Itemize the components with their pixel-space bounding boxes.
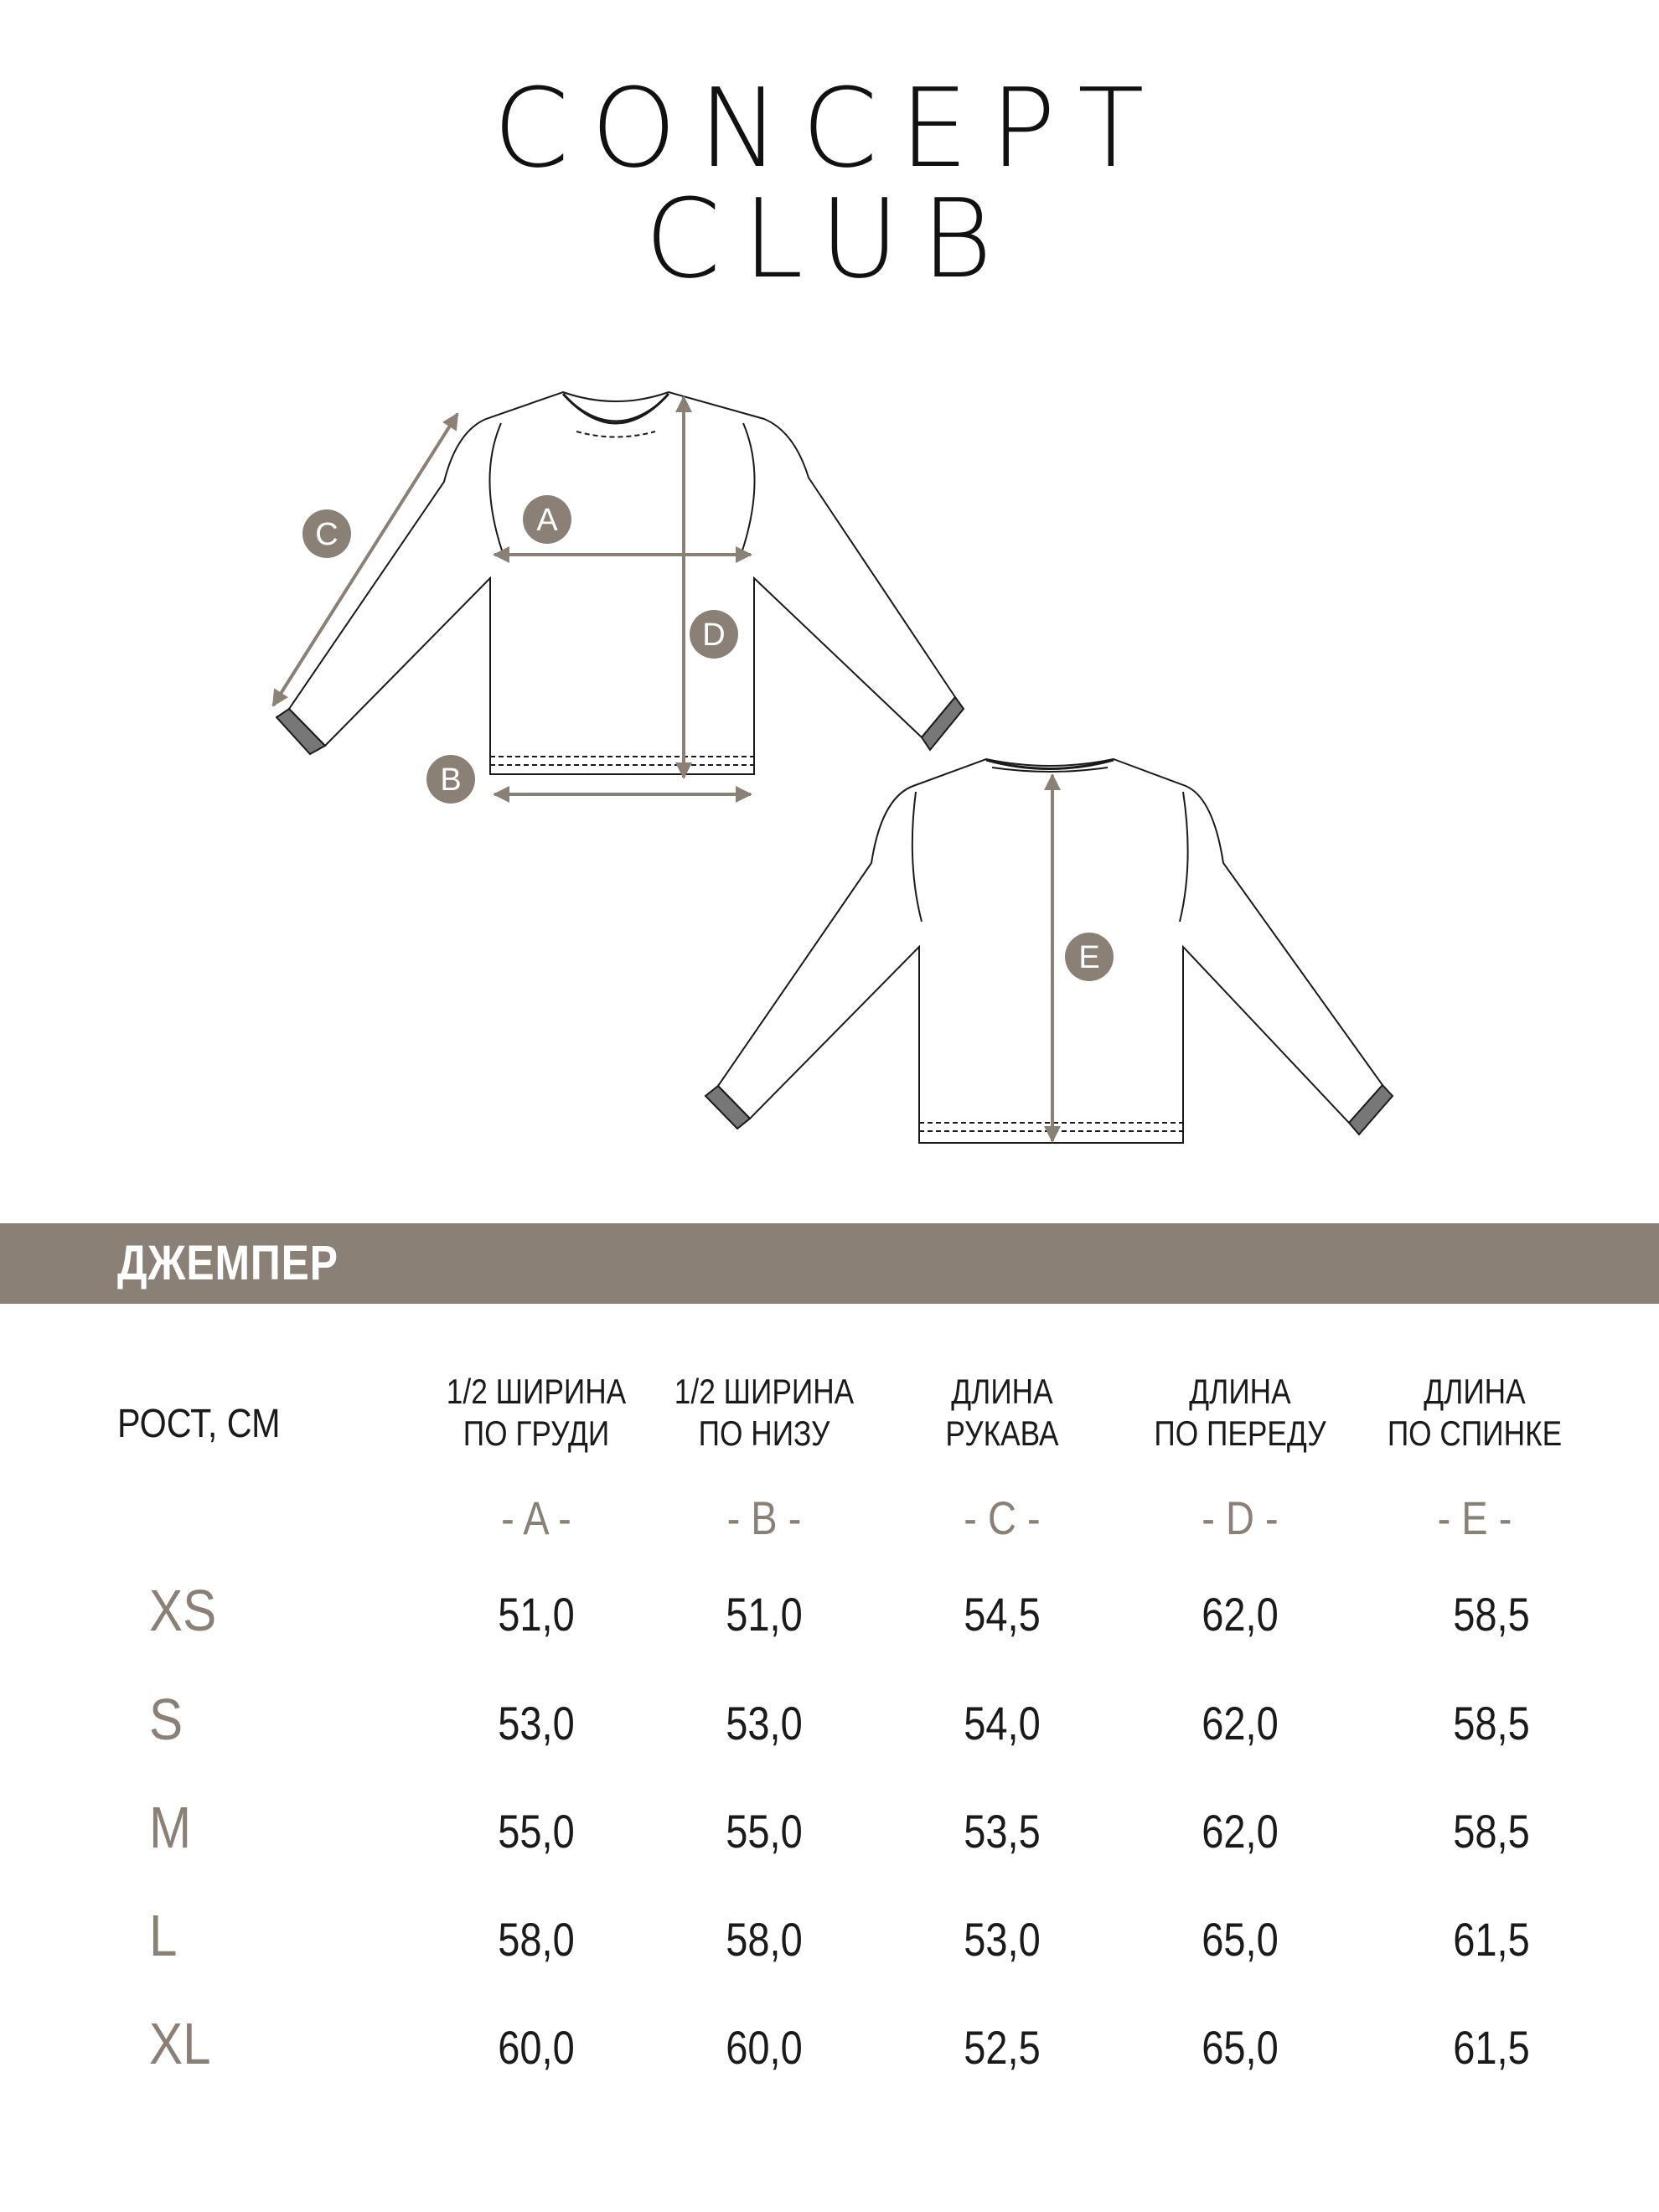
back-view-sketch <box>705 759 1393 1143</box>
size-label-l: L <box>149 1903 178 1968</box>
column-header-a-line2: ПО ГРУДИ <box>463 1414 610 1453</box>
svg-text:B: B <box>440 762 462 798</box>
table-cell: 54,0 <box>964 1697 1041 1749</box>
table-cell: 53,5 <box>964 1805 1041 1858</box>
svg-text:C: C <box>315 517 339 552</box>
table-cell: 58,5 <box>1453 1805 1530 1858</box>
table-cell: 62,0 <box>1202 1697 1279 1749</box>
table-cell: 51,0 <box>726 1588 803 1641</box>
table-cell: 55,0 <box>726 1805 803 1858</box>
column-header-c-line1: ДЛИНА <box>951 1372 1053 1411</box>
column-header-b-line1: 1/2 ШИРИНА <box>674 1372 855 1411</box>
column-header-c <box>876 1371 1128 1455</box>
column-header-e-line1: ДЛИНА <box>1424 1372 1526 1411</box>
measure-marker-b <box>426 755 475 804</box>
column-letter-b: - B - <box>726 1491 802 1544</box>
column-letter-d: - D - <box>1202 1491 1279 1544</box>
svg-text:E: E <box>1078 940 1100 975</box>
column-letter-a: - A - <box>501 1491 571 1544</box>
front-measure-lines <box>273 397 751 794</box>
column-header-d-line2: ПО ПЕРЕДУ <box>1154 1414 1326 1453</box>
table-cell: 61,5 <box>1453 1913 1530 1966</box>
column-header-e <box>1349 1371 1600 1455</box>
section-header-bar <box>0 1223 1659 1304</box>
column-header-d <box>1114 1371 1366 1455</box>
table-cell: 55,0 <box>498 1805 575 1858</box>
brand-logo-line2: CLUB <box>644 175 1015 302</box>
measure-marker-c <box>302 509 351 558</box>
size-label-m: M <box>149 1795 192 1860</box>
table-cell: 65,0 <box>1202 1913 1279 1966</box>
height-column-header: РОСТ, СМ <box>117 1402 281 1446</box>
measure-marker-e <box>1065 933 1114 981</box>
table-cell: 54,5 <box>964 1588 1041 1641</box>
table-cell: 53,0 <box>726 1697 803 1749</box>
table-cell: 62,0 <box>1202 1805 1279 1858</box>
table-cell: 51,0 <box>498 1588 575 1641</box>
table-cell: 58,0 <box>498 1913 575 1966</box>
size-label-xl: XL <box>149 2011 211 2076</box>
column-header-c-line2: РУКАВА <box>945 1414 1059 1453</box>
table-cell: 58,0 <box>726 1913 803 1966</box>
measure-marker-a <box>523 495 571 544</box>
brand-logo-line1: CONCEPT <box>493 65 1166 192</box>
section-title: ДЖЕМПЕР <box>117 1236 339 1290</box>
table-cell: 58,5 <box>1453 1697 1530 1749</box>
table-cell: 61,5 <box>1453 2021 1530 2074</box>
svg-text:D: D <box>702 618 726 653</box>
table-cell: 60,0 <box>726 2021 803 2074</box>
table-cell: 58,5 <box>1453 1588 1530 1641</box>
column-header-b-line2: ПО НИЗУ <box>698 1414 830 1453</box>
table-cell: 53,0 <box>964 1913 1041 1966</box>
table-cell: 53,0 <box>498 1697 575 1749</box>
svg-text:A: A <box>536 503 558 538</box>
size-label-s: S <box>149 1687 183 1752</box>
table-cell: 52,5 <box>964 2021 1041 2074</box>
table-cell: 62,0 <box>1202 1588 1279 1641</box>
column-header-b <box>638 1371 890 1455</box>
column-header-a <box>411 1371 662 1455</box>
column-letter-c: - C - <box>964 1491 1041 1544</box>
front-view-sketch <box>276 392 964 774</box>
measure-marker-d <box>690 610 738 659</box>
table-cell: 65,0 <box>1202 2021 1279 2074</box>
column-header-d-line1: ДЛИНА <box>1189 1372 1291 1411</box>
column-header-a-line1: 1/2 ШИРИНА <box>446 1372 627 1411</box>
size-label-xs: XS <box>149 1578 217 1643</box>
column-header-e-line2: ПО СПИНКЕ <box>1387 1414 1563 1453</box>
column-letter-e: - E - <box>1437 1491 1512 1544</box>
table-cell: 60,0 <box>498 2021 575 2074</box>
